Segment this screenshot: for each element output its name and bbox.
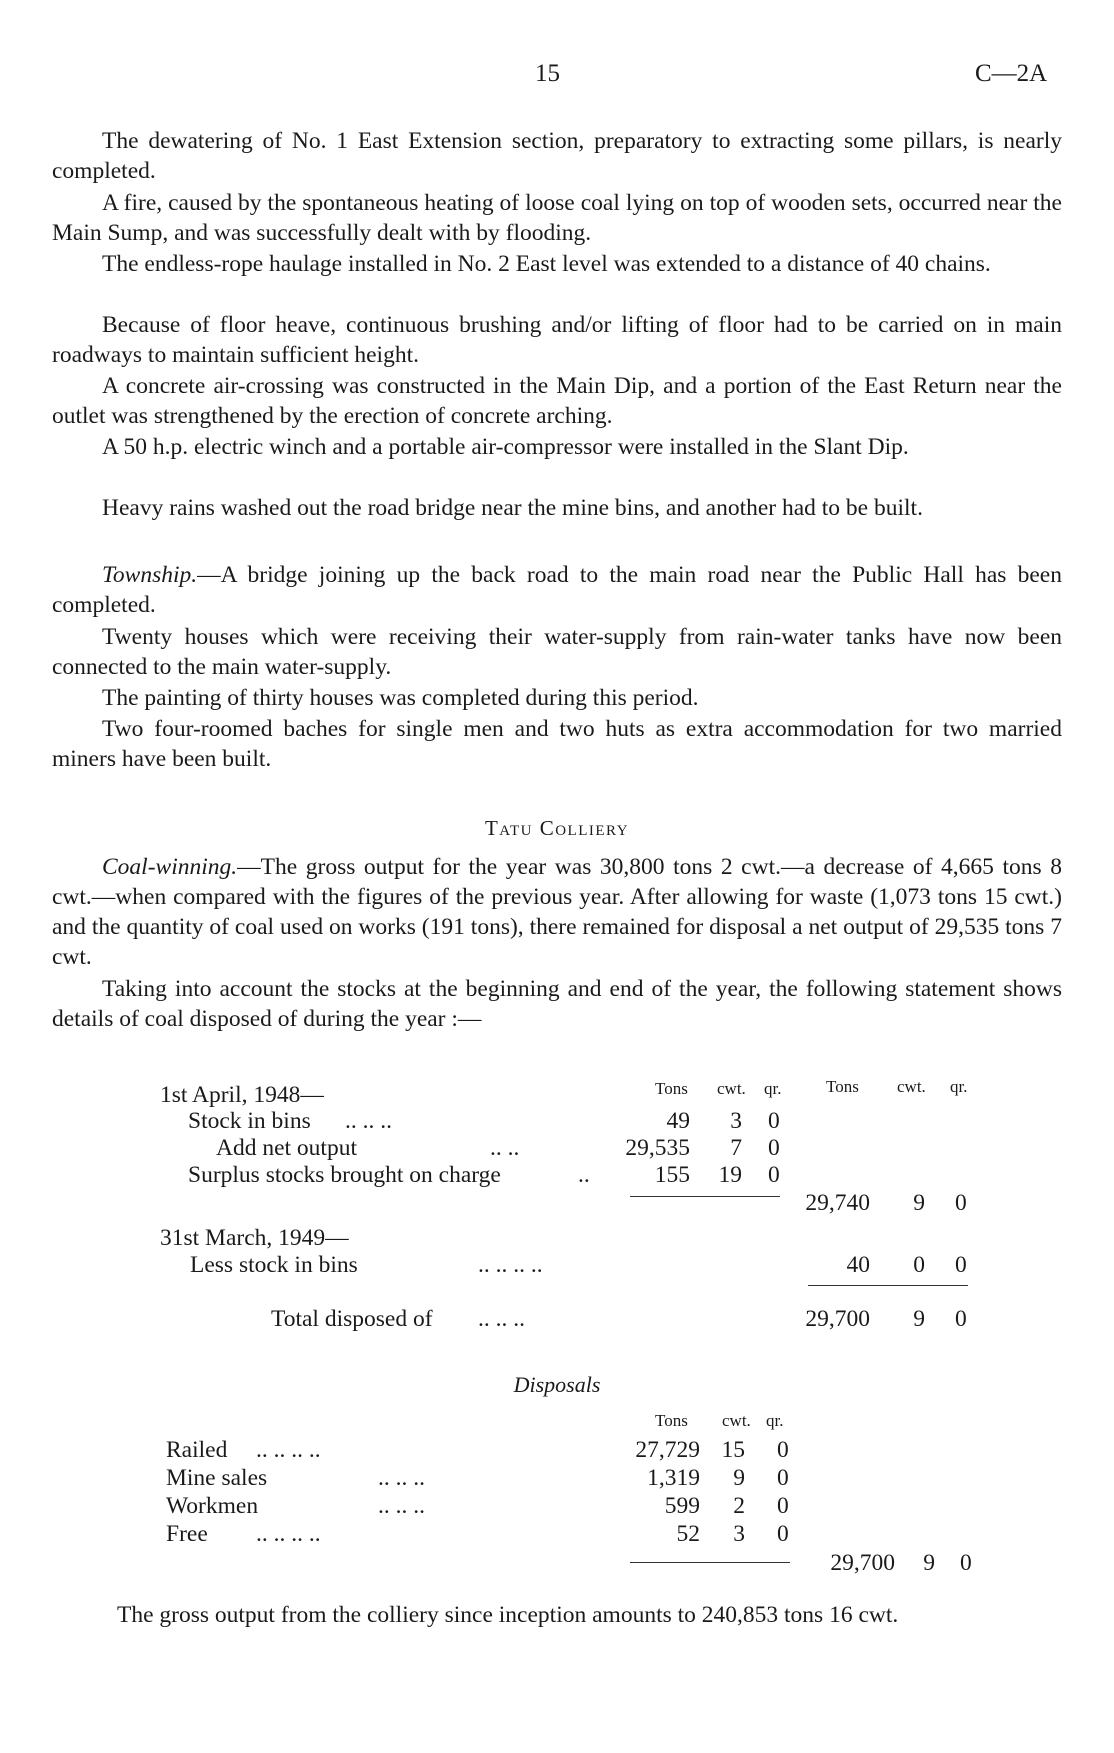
col-header-cwt: cwt. [717, 1079, 746, 1098]
paragraph-fire: A fire, caused by the spontaneous heating of loose coal lying on top of wooden sets, occurred near the Main Sump, and was successfully dealt with by flooding. [52, 190, 1062, 246]
document-reference: C—2A [975, 60, 1048, 87]
total-rule [808, 1285, 968, 1286]
subtotal-rule [630, 1196, 780, 1197]
paragraph-baches: Two four-roomed baches for single men and two huts as extra accommodation for two married miners have been built. [52, 716, 1062, 772]
paragraph-water-supply: Twenty houses which were receiving their water-supply from rain-water tanks have now been connected to the main water-supply. [52, 624, 1062, 680]
disposals-col-cwt: cwt. [722, 1411, 751, 1430]
closing-paragraph: The gross output from the colliery since inception amounts to 240,853 tons 16 cwt. [117, 1602, 899, 1628]
paragraph-air-crossing: A concrete air-crossing was constructed in the Main Dip, and a portion of the East Return near the outlet was strengthened by the erection of concrete arching. [52, 373, 1062, 429]
paragraph-township: Township.—A bridge joining up the back road to the main road near the Public Hall has been completed. [52, 562, 1062, 618]
paragraph-statement-intro: Taking into account the stocks at the beginning and end of the year, the following statement shows details of coal disposed of during the year :— [52, 976, 1062, 1032]
paragraph-dewatering: The dewatering of No. 1 East Extension section, preparatory to extracting some pillars, is nearly completed. [52, 128, 1062, 184]
date-open: 1st April, 1948— [160, 1082, 324, 1108]
col-header-qr: qr. [764, 1079, 782, 1098]
date-close: 31st March, 1949— [160, 1225, 349, 1251]
paragraph-floor-heave: Because of floor heave, continuous brushing and/or lifting of floor had to be carried on in main roadways to maintain sufficient height. [52, 312, 1062, 368]
col-header-total-qr: qr. [950, 1077, 968, 1096]
section-title: Tatu Colliery [484, 816, 630, 840]
paragraph-rains: Heavy rains washed out the road bridge near the mine bins, and another had to be built. [102, 495, 923, 521]
disposals-col-qr: qr. [766, 1411, 784, 1430]
paragraph-haulage: The endless-rope haulage installed in No. 2 East level was extended to a distance of 40 chains. [102, 251, 991, 277]
paragraph-coal-winning: Coal-winning.—The gross output for the year was 30,800 tons 2 cwt.—a decrease of 4,665 tons 8 cwt.—when compared with the figures of the previous year. After allowing for waste (1,073 tons 15 cwt.) and the quantity of coal used on works (191 tons), there remained for disposal a net output of 29,535 tons 7 cwt. [52, 854, 1062, 970]
page-number: 15 [535, 60, 560, 87]
disposals-rule [630, 1562, 790, 1563]
document-page: 15 C—2A The dewatering of No. 1 East Extension section, preparatory to extracting some pillars, is nearly completed. A fire, caused by the spontaneous heating of loose coal lying on top of wooden sets, occurred near the Main Sump, and was successfully dealt with by flooding. The endless-rope haulage installed in No. 2 East level was extended to a distance of 40 chains. Because of floor heave, continuous brushing and/or lifting of floor had to be carried on in main roadways to maintain sufficient height. A concrete air-crossing was constructed in the Main Dip, and a portion of the East Return near the outlet was strengthened by the erection of concrete arching. A 50 h.p. electric winch and a portable air-compressor were installed in the Slant Dip. Heavy rains washed out the road bridge near the mine bins, and another had to be built. Township.—A bridge joining up the back road to the main road near the Public Hall has been completed. Twenty houses which were receiving their water-supply from rain-water tanks have now been connected to the main water-supply. The painting of thirty houses was completed during this period. Two four-roomed baches for single men and two huts as extra accommodation for two married miners have been built. Tatu Colliery Coal-winning.—The gross output for the year was 30,800 tons 2 cwt.—a decrease of 4,665 tons 8 cwt.—when compared with the figures of the previous year. After allowing for waste (1,073 tons 15 cwt.) and the quantity of coal used on works (191 tons), there remained for disposal a net output of 29,535 tons 7 cwt. Taking into account the stocks at the beginning and end of the year, the following statement shows details of coal disposed of during the year :— Tons cwt. qr. Tons cwt. qr. 1st April, 1948— Stock in bins .. .. .. 49 3 0 Add net output .. .. 29,535 7 0 Surplus stocks brought on charge .. 155 19 0 29,740 9 0 31st March, 1949— Less stock in bins .. .. .. .. 40 0 0 Total disposed of .. .. .. 29,700 9 0 Disposals Tons cwt. qr. Railed .. .. .. .. 27,729 15 0 Mine sales .. .. .. 1,319 9 0 Workmen .. .. .. 599 2 0 Free .. .. .. .. 52 3 0 29,700 9 0 The gross output from the colliery since inception amounts to 240,853 tons 16 cwt. [0, 0, 1114, 1753]
paragraph-painting: The painting of thirty houses was completed during this period. [102, 685, 699, 711]
col-header-tons: Tons [655, 1079, 688, 1098]
disposals-title: Disposals [513, 1372, 601, 1397]
paragraph-winch: A 50 h.p. electric winch and a portable air-compressor were installed in the Slant Dip. [102, 434, 909, 460]
col-header-total-tons: Tons [826, 1077, 859, 1096]
disposals-col-tons: Tons [655, 1411, 688, 1430]
col-header-total-cwt: cwt. [897, 1077, 926, 1096]
